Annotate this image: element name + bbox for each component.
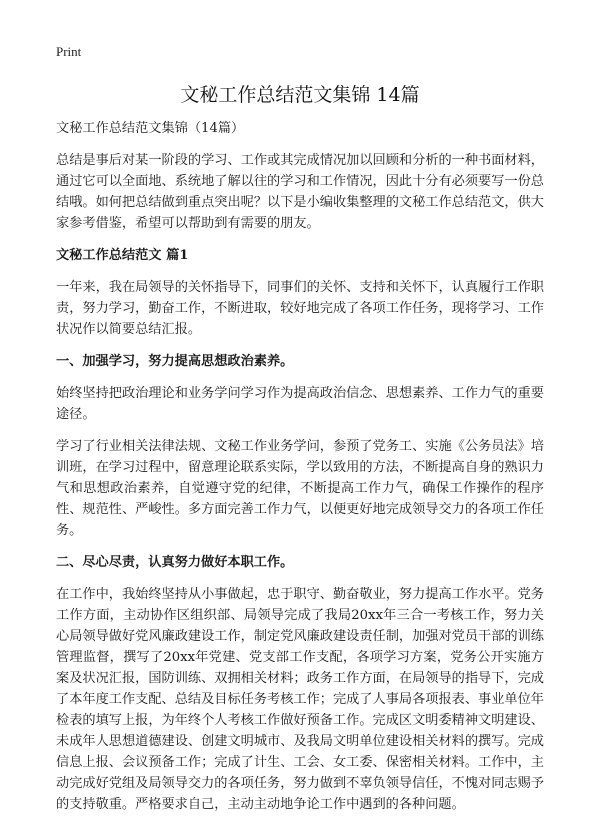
heading-2: 二、尽心尽责，认真努力做好本职工作。: [56, 555, 294, 570]
paragraph-4: 在工作中，我始终坚持从小事做起，忠于职守、勤奋敬业，努力提高工作水平。党务工作方面，主动协作区组织部、局领导完成了我局20xx年三合一考核工作，努力关心局领导做好党风廉政建设工作，制定党风廉政建设责任制，加强对党员干部的训练管理监督，撰写了20xx年党建、党支部工作支配，各项学习方案，党务公开实施方案及状况汇报，国防训练、双拥相关材料；政务工作方面，在局领导的指导下，完成了本年度工作支配、总结及目标任务考核工作；完成了人事局各项报表、事业单位年检表的填写上报，为年终个人考核工作做好预备工作。完成区文明委精神文明建设、未成年人思想道德建设、创建文明城市、及我局文明单位建设相关材料的撰写。完成信息上报、会议预备工作；完成了计生、工会、女工委、保密相关材料。工作中，主动完成好党组及局领导交力的各项任务，努力做到不辜负领导信任，不愧对同志赐予的支持敬重。严格要求自己，主动主动地争论工作中遇到的各种问题。: [56, 587, 544, 812]
paragraph-1: 一年来，我在局领导的关怀指导下，同事们的关怀、支持和关怀下，认真履行工作职责，努力学习，勤奋工作，不断进取，较好地完成了各项工作任务，现将学习、工作状况作以简要总结汇报。: [56, 280, 544, 337]
paragraph-2: 始终坚持把政治理论和业务学问学习作为提高政治信念、思想素养、工作力气的重要途径。: [56, 386, 544, 422]
article-body: [56, 118, 544, 815]
page-title: 文秘工作总结范文集锦 14篇: [180, 84, 420, 106]
section-title: 文秘工作总结范文 篇1: [56, 248, 189, 263]
heading-1: 一、加强学习，努力提高思想政治素养。: [56, 354, 294, 369]
intro-paragraph: 总结是事后对某一阶段的学习、工作或其完成情况加以回顾和分析的一种书面材料，通过它可以全面地、系统地了解以往的学习和工作情况，因此十分有必须要写一份总结哦。如何把总结做到重点突出呢？以下是小编收集整理的文秘工作总结范文，供大家参考借鉴，希望可以帮助到有需要的朋友。: [56, 153, 544, 231]
print-link[interactable]: Print: [56, 44, 82, 59]
article-subtitle: 文秘工作总结范文集锦（14篇）: [56, 121, 245, 136]
paragraph-3: 学习了行业相关法律法规、文秘工作业务学问，参预了党务工、实施《公务员法》培训班，在学习过程中，留意理论联系实际，学以致用的方法，不断提高自身的熟识力气和思想政治素养，自觉遵守党的纪律，不断提高工作力气，确保工作操作的程序性、规范性、严峻性。多方面完善工作力气，以便更好地完成领导交力的各项工作任务。: [56, 439, 544, 538]
